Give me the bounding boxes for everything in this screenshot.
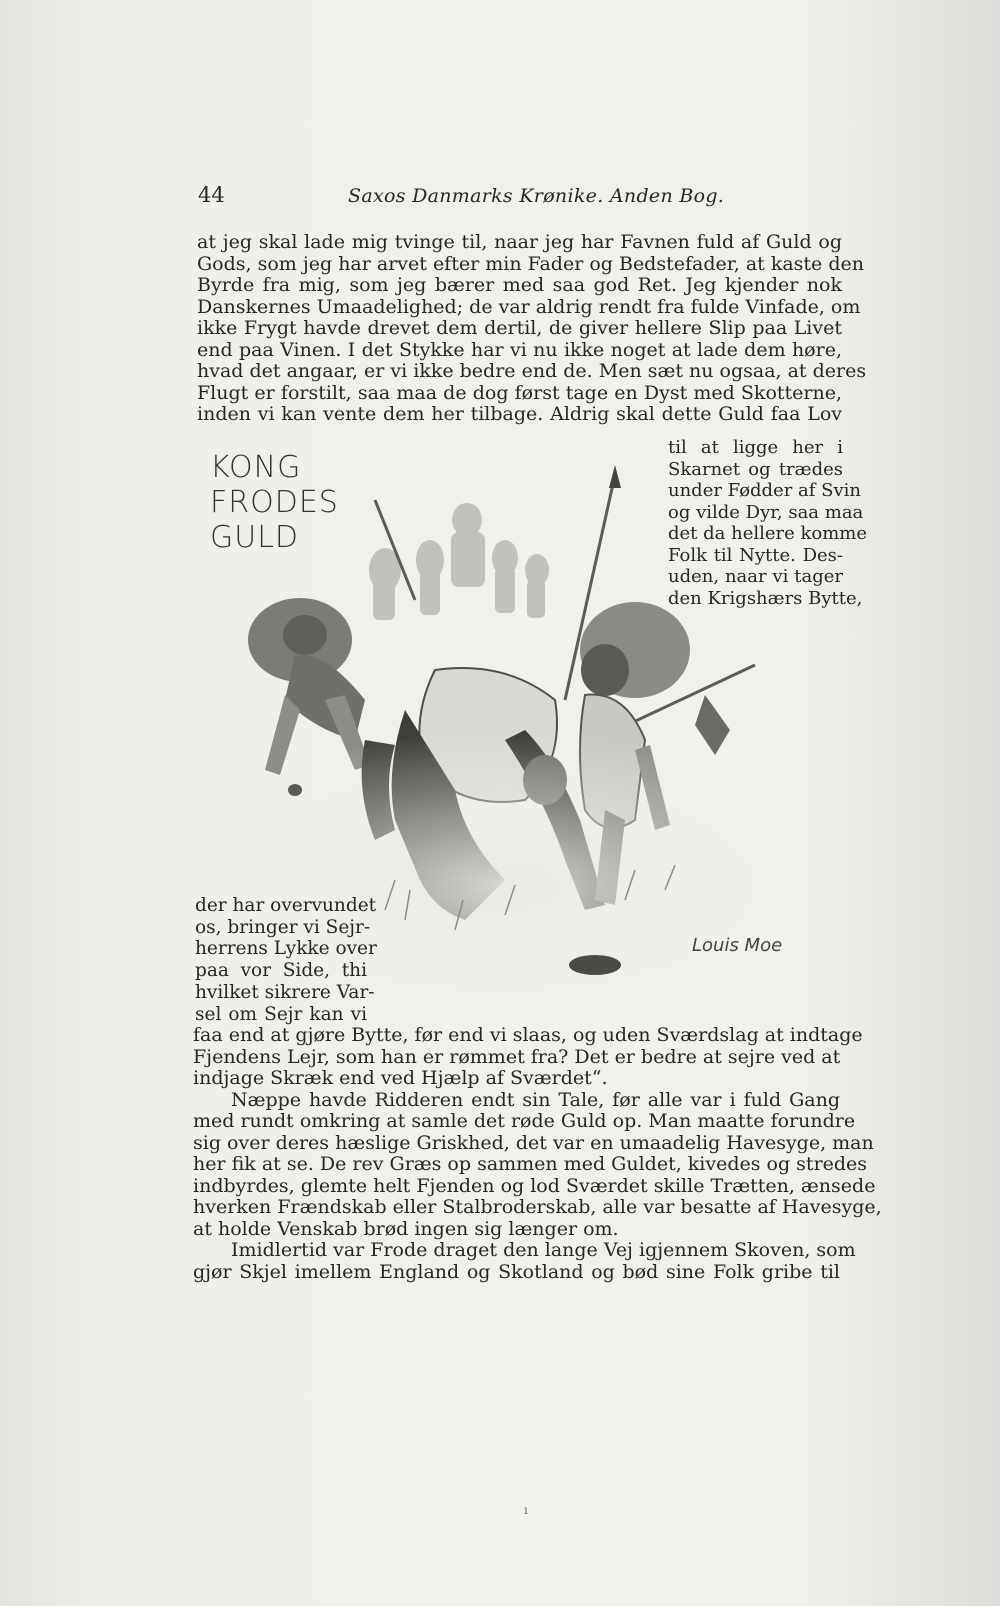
text-line: Danskernes Umaadelighed; de var aldrig rendt fra fulde Vinfade, om <box>197 295 861 318</box>
title-line: FRODES <box>210 485 339 520</box>
text-line: den Krigshærs Bytte, <box>668 587 863 609</box>
text-line: indjage Skræk end ved Hjælp af Sværdet“. <box>193 1067 608 1089</box>
text-line: Byrde fra mig, som jeg bærer med saa god Ret. Jeg kjender nok <box>197 274 842 296</box>
illustration-title <box>210 450 339 590</box>
text-line: hvilket sikrere Var- <box>195 981 375 1003</box>
text-line: gjør Skjel imellem England og Skotland og bød sine Folk gribe til <box>193 1260 840 1283</box>
text-line: end paa Vinen. I det Stykke har vi nu ikke noget at lade dem høre, <box>197 338 842 361</box>
text-line: her fik at se. De rev Græs op sammen med Guldet, kivedes og stredes <box>193 1153 868 1175</box>
text-line: at jeg skal lade mig tvinge til, naar jeg har Favnen fuld af Guld og <box>197 231 842 253</box>
paragraph-right <box>668 437 868 609</box>
running-title: Saxos Danmarks Krønike. Anden Bog. <box>348 185 725 207</box>
paragraph-bottom <box>193 1024 882 1283</box>
text-line: Flugt er forstilt, saa maa de dog først tage en Dyst med Skotterne, <box>197 381 842 404</box>
text-line: det da hellere komme <box>668 523 868 544</box>
paragraph-left <box>195 895 377 1025</box>
text-line: indbyrdes, glemte helt Fjenden og lod Sværdet skille Trætten, ænsede <box>193 1174 876 1197</box>
spear-tip <box>609 465 621 488</box>
folio-mark: ı <box>524 1503 528 1517</box>
text-line: til at ligge her i <box>668 437 843 458</box>
text-line: at holde Venskab brød ingen sig længer om. <box>193 1217 619 1240</box>
page-number: 44 <box>198 183 225 207</box>
title-line: KONG <box>210 450 302 485</box>
text-line: hvad det angaar, er vi ikke bedre end de. Men sæt nu ogsaa, at deres <box>197 360 867 382</box>
text-line: sig over deres hæslige Griskhed, det var en umaadelig Havesyge, man <box>193 1131 874 1154</box>
text-line: inden vi kan vente dem her tilbage. Aldrig skal dette Guld faa Lov <box>197 403 842 425</box>
text-line: Imidlertid var Frode draget den lange Vej igjennem Skoven, som <box>231 1239 856 1261</box>
distant-warriors <box>369 503 549 620</box>
text-line: under Fødder af Svin <box>668 480 862 501</box>
text-line: Fjendens Lejr, som han er rømmet fra? Det er bedre at sejre ved at <box>193 1045 841 1068</box>
text-line: Gods, som jeg har arvet efter min Fader og Bedstefader, at kaste den <box>197 252 864 275</box>
text-line: sel om Sejr kan vi <box>195 1003 367 1025</box>
text-line: Folk til Nytte. Des- <box>668 544 843 566</box>
running-head <box>198 183 838 213</box>
text-line: der har overvundet <box>195 895 377 916</box>
text-line: uden, naar vi tager <box>668 566 843 587</box>
text-line: herrens Lykke over <box>195 938 377 960</box>
text-line: med rundt omkring at samle det røde Guld op. Man maatte forundre <box>193 1110 856 1132</box>
text-line: os, bringer vi Sejr- <box>195 916 371 938</box>
gold-heap <box>569 955 621 975</box>
gold-coin <box>288 784 302 796</box>
paragraph-top <box>197 231 867 426</box>
text-line: ikke Frygt havde drevet dem dertil, de giver hellere Slip paa Livet <box>197 317 842 339</box>
text-line: Skarnet og trædes <box>668 458 843 480</box>
text-line: hverken Frændskab eller Stalbroderskab, alle var besatte af Havesyge, <box>193 1196 882 1218</box>
text-line: paa vor Side, thi <box>195 960 367 982</box>
text-line: Næppe havde Ridderen endt sin Tale, før alle var i fuld Gang <box>231 1088 840 1111</box>
text-line: og vilde Dyr, saa maa <box>668 501 864 523</box>
title-line: GULD <box>210 520 300 555</box>
artist-signature: Louis Moe <box>692 935 783 956</box>
text-line: faa end at gjøre Bytte, før end vi slaas, og uden Sværdslag at indtage <box>193 1024 863 1046</box>
